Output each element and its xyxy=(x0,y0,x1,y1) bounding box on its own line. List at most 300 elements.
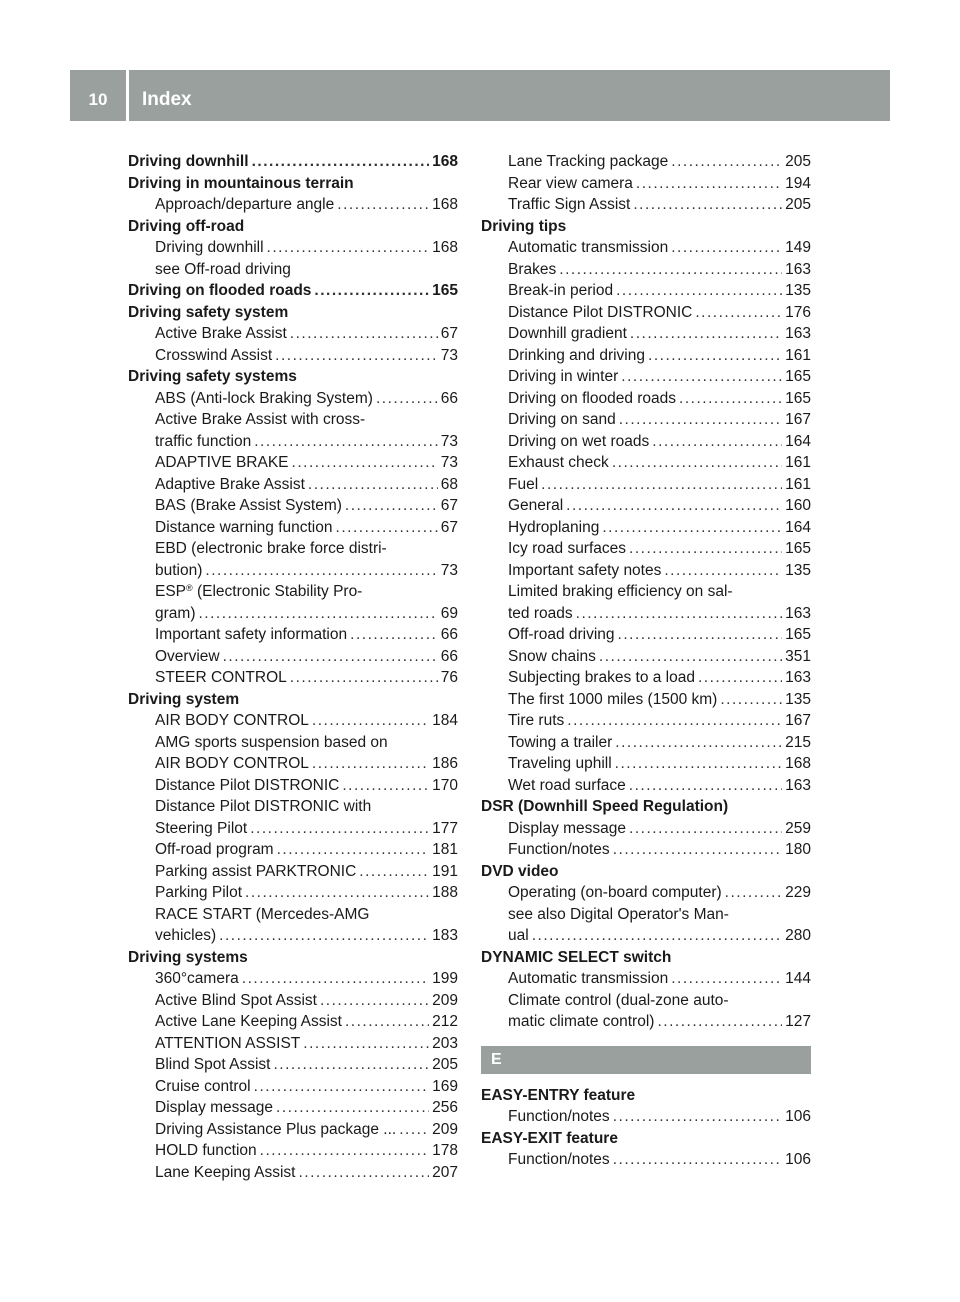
page-reference: 205 xyxy=(432,1056,458,1073)
page-reference: 180 xyxy=(785,841,811,858)
entry-text xyxy=(508,882,722,904)
page-reference: 165 xyxy=(785,540,811,557)
page-reference: 351 xyxy=(785,647,811,665)
dot-leader xyxy=(292,452,438,474)
index-subentry xyxy=(128,882,458,904)
entry-label: Operating (on-board computer) xyxy=(508,884,722,901)
entry-text xyxy=(155,839,274,861)
index-subentry xyxy=(128,861,458,883)
dot-leader xyxy=(602,517,782,539)
entry-label: AIR BODY CONTROL xyxy=(155,712,309,729)
entry-label: see Off-road driving xyxy=(155,260,291,278)
page-reference: 256 xyxy=(432,1099,458,1116)
page-reference: 163 xyxy=(785,776,811,794)
entry-text xyxy=(508,323,627,345)
index-subentry xyxy=(481,624,811,646)
page-reference: 164 xyxy=(785,518,811,536)
entry-label: EASY-EXIT feature xyxy=(481,1129,618,1147)
entry-label: ual xyxy=(508,927,529,944)
entry-text xyxy=(508,173,633,195)
dot-leader xyxy=(629,775,782,797)
entry-label: Lane Tracking package xyxy=(508,153,669,170)
dot-leader xyxy=(695,302,782,324)
entry-label: EBD (electronic brake force distri- xyxy=(155,540,387,557)
index-entry-heading xyxy=(128,280,458,302)
entry-label: DYNAMIC SELECT switch xyxy=(481,948,672,966)
page-reference: 167 xyxy=(785,411,811,428)
index-subentry xyxy=(128,323,458,345)
entry-label: Limited braking efficiency on sal- xyxy=(508,583,733,600)
dot-leader xyxy=(342,775,429,797)
entry-text xyxy=(155,237,264,259)
dot-leader xyxy=(636,173,782,195)
dot-leader xyxy=(198,603,437,625)
page-reference: 69 xyxy=(440,604,458,622)
index-column-right xyxy=(481,151,811,1171)
entry-label: Automatic transmission xyxy=(508,239,669,256)
entry-label: RACE START (Mercedes-AMG xyxy=(155,905,370,923)
dot-leader xyxy=(671,151,782,173)
index-subentry xyxy=(128,345,458,367)
page-title: Index xyxy=(142,89,192,110)
entry-text xyxy=(155,990,317,1012)
page-reference: 160 xyxy=(785,497,811,514)
entry-label: Driving on wet roads xyxy=(508,432,650,450)
dot-leader xyxy=(303,1033,429,1055)
index-entry-heading xyxy=(481,1085,811,1107)
entry-label: Subjecting brakes to a load xyxy=(508,669,695,686)
entry-label: Parking Pilot xyxy=(155,884,243,901)
dot-leader xyxy=(541,474,782,496)
page-reference: 188 xyxy=(432,884,458,901)
entry-text xyxy=(508,906,729,923)
page-reference: 68 xyxy=(440,475,458,493)
dot-leader xyxy=(250,818,429,840)
entry-text xyxy=(155,1054,270,1076)
entry-text xyxy=(155,452,289,474)
dot-leader xyxy=(619,409,782,431)
dot-leader xyxy=(350,624,438,646)
entry-label: Function/notes xyxy=(508,841,610,858)
dot-leader xyxy=(566,495,782,517)
entry-text xyxy=(508,689,717,711)
dot-leader xyxy=(532,925,782,947)
entry-text xyxy=(481,1087,635,1104)
index-subentry xyxy=(128,237,458,259)
index-subentry xyxy=(128,710,458,732)
page-reference: 168 xyxy=(432,239,458,256)
index-subentry xyxy=(481,560,811,582)
dot-leader xyxy=(337,194,429,216)
page-reference: 183 xyxy=(432,927,458,944)
entry-text xyxy=(155,734,388,751)
entry-text xyxy=(508,583,733,600)
index-subentry xyxy=(481,753,811,775)
entry-label: ted roads xyxy=(508,604,573,622)
entry-label: Steering Pilot xyxy=(155,819,248,837)
dot-leader xyxy=(679,388,782,410)
entry-label: HOLD function xyxy=(155,1142,257,1159)
registered-mark: ® xyxy=(186,583,193,593)
entry-label: Driving in winter xyxy=(508,368,619,385)
entry-text xyxy=(155,517,333,539)
dot-leader xyxy=(376,388,438,410)
index-subentry xyxy=(481,495,811,517)
entry-text xyxy=(508,775,626,797)
index-subentry xyxy=(128,259,458,281)
entry-label: gram) xyxy=(155,604,196,622)
page-reference: 164 xyxy=(785,432,811,450)
entry-label: Driving safety system xyxy=(128,303,289,321)
index-subentry xyxy=(481,259,811,281)
entry-text xyxy=(508,409,616,431)
entry-label: Driving on sand xyxy=(508,411,616,428)
index-entry-heading xyxy=(481,216,811,238)
page-reference: 168 xyxy=(785,755,811,772)
dot-leader xyxy=(298,1162,429,1184)
page-reference: 163 xyxy=(785,604,811,622)
entry-text xyxy=(508,732,612,754)
entry-text xyxy=(508,560,661,582)
dot-leader xyxy=(618,624,783,646)
index-subentry xyxy=(481,388,811,410)
entry-text xyxy=(128,151,249,173)
entry-text xyxy=(155,583,362,600)
entry-text xyxy=(155,603,195,625)
dot-leader xyxy=(621,366,782,388)
dot-leader xyxy=(612,452,782,474)
page-reference: 135 xyxy=(785,690,811,708)
entry-text xyxy=(155,646,220,668)
index-subentry xyxy=(128,560,458,582)
entry-label: EASY-ENTRY feature xyxy=(481,1086,636,1104)
page-header xyxy=(70,70,890,121)
entry-text xyxy=(155,968,239,990)
entry-label: General xyxy=(508,497,564,514)
entry-text xyxy=(155,775,339,797)
entry-text xyxy=(508,968,668,990)
entry-text xyxy=(155,411,365,428)
page-reference: 209 xyxy=(432,1120,458,1138)
entry-label: Overview xyxy=(155,647,220,665)
entry-label: Off-road driving xyxy=(508,626,615,643)
index-subentry xyxy=(128,732,458,754)
entry-label: 360°camera xyxy=(155,970,239,987)
entry-text xyxy=(508,624,615,646)
dot-leader xyxy=(671,968,782,990)
dot-leader xyxy=(312,753,429,775)
entry-text xyxy=(155,798,371,815)
entry-label: Active Blind Spot Assist xyxy=(155,991,317,1009)
entry-text xyxy=(508,237,668,259)
index-entry-heading xyxy=(128,302,458,324)
index-subentry xyxy=(128,194,458,216)
entry-label: Driving tips xyxy=(481,217,567,235)
entry-label: bution) xyxy=(155,561,203,579)
entry-text xyxy=(508,388,676,410)
entry-label: Parking assist PARKTRONIC xyxy=(155,862,357,880)
dot-leader xyxy=(613,839,782,861)
index-subentry xyxy=(128,1140,458,1162)
index-subentry xyxy=(128,753,458,775)
entry-label: Driving system xyxy=(128,690,240,708)
dot-leader xyxy=(664,560,782,582)
index-subentry xyxy=(481,646,811,668)
page-reference: 181 xyxy=(432,841,458,858)
entry-label: Automatic transmission xyxy=(508,970,669,987)
entry-label: DSR (Downhill Speed Regulation) xyxy=(481,798,729,815)
index-subentry xyxy=(481,538,811,560)
index-subentry xyxy=(481,1011,811,1033)
dot-leader xyxy=(599,646,782,668)
index-subentry xyxy=(128,495,458,517)
dot-leader xyxy=(245,882,429,904)
page-reference: 178 xyxy=(432,1142,458,1159)
entry-text xyxy=(508,495,563,517)
index-subentry xyxy=(128,1054,458,1076)
index-entry-heading xyxy=(128,173,458,195)
entry-text xyxy=(508,667,695,689)
entry-text xyxy=(481,798,728,815)
dot-leader xyxy=(254,1076,430,1098)
entry-label: Climate control (dual-zone auto- xyxy=(508,991,729,1009)
index-subentry xyxy=(128,409,458,431)
entry-label: Exhaust check xyxy=(508,454,609,471)
entry-text xyxy=(155,906,369,923)
entry-text xyxy=(508,1011,654,1033)
entry-label: Driving in mountainous terrain xyxy=(128,174,354,192)
entry-text xyxy=(155,474,305,496)
index-subentry xyxy=(481,1106,811,1128)
page-reference: 205 xyxy=(785,196,811,213)
dot-leader xyxy=(629,818,782,840)
page-reference: 259 xyxy=(785,819,811,837)
entry-text xyxy=(128,949,248,966)
entry-text xyxy=(508,1106,610,1128)
page-reference: 169 xyxy=(432,1077,458,1095)
entry-text xyxy=(481,1130,618,1147)
entry-text xyxy=(155,624,347,646)
index-entry-heading xyxy=(481,861,811,883)
entry-label: Lane Keeping Assist xyxy=(155,1163,296,1181)
index-subentry xyxy=(128,603,458,625)
page-reference: 186 xyxy=(432,755,458,772)
dot-leader xyxy=(616,280,782,302)
entry-label: Blind Spot Assist xyxy=(155,1056,271,1073)
index-subentry xyxy=(481,323,811,345)
entry-text xyxy=(155,1076,251,1098)
index-subentry xyxy=(128,624,458,646)
index-entry-heading xyxy=(128,689,458,711)
dot-leader xyxy=(260,1140,429,1162)
entry-text xyxy=(128,280,311,302)
entry-text xyxy=(508,259,556,281)
index-subentry xyxy=(128,1033,458,1055)
entry-text xyxy=(155,345,272,367)
index-entry-heading xyxy=(128,947,458,969)
entry-label: DVD video xyxy=(481,862,559,880)
index-subentry xyxy=(481,904,811,926)
page-reference: 73 xyxy=(440,561,458,579)
index-subentry xyxy=(481,517,811,539)
index-subentry xyxy=(128,796,458,818)
page-reference: 135 xyxy=(785,561,811,579)
dot-leader xyxy=(567,710,782,732)
index-subentry xyxy=(128,925,458,947)
entry-text xyxy=(155,861,356,883)
entry-text xyxy=(128,218,244,235)
dot-leader xyxy=(252,151,430,173)
page-reference: 168 xyxy=(432,153,458,170)
index-subentry xyxy=(128,1011,458,1033)
page-reference: 66 xyxy=(440,389,458,407)
entry-label: Cruise control xyxy=(155,1077,251,1095)
entry-text xyxy=(508,452,609,474)
page-reference: 106 xyxy=(785,1108,811,1125)
page-reference: 67 xyxy=(440,325,458,342)
dot-leader xyxy=(219,925,429,947)
page-reference: 106 xyxy=(785,1151,811,1168)
dot-leader xyxy=(652,431,782,453)
entry-text xyxy=(508,992,729,1009)
dot-leader xyxy=(277,839,430,861)
index-subentry xyxy=(481,990,811,1012)
dot-leader xyxy=(290,323,438,345)
entry-text xyxy=(155,1140,257,1162)
dot-leader xyxy=(273,1054,429,1076)
page-reference: 149 xyxy=(785,239,811,256)
page-reference: 67 xyxy=(440,497,458,514)
page-reference: 161 xyxy=(785,346,811,364)
page-reference: 194 xyxy=(785,174,811,192)
entry-label: Towing a trailer xyxy=(508,733,613,751)
entry-text xyxy=(508,517,599,539)
page-reference: 163 xyxy=(785,325,811,342)
entry-label: Brakes xyxy=(508,260,557,278)
index-subentry xyxy=(481,237,811,259)
page-reference: 209 xyxy=(432,991,458,1009)
dot-leader xyxy=(267,237,430,259)
dot-leader xyxy=(671,237,782,259)
entry-text xyxy=(508,710,564,732)
dot-leader xyxy=(633,194,782,216)
entry-label: Wet road surface xyxy=(508,776,626,794)
page-reference: 199 xyxy=(432,970,458,987)
entry-text xyxy=(508,302,692,324)
entry-text xyxy=(508,345,645,367)
dot-leader xyxy=(630,323,782,345)
entry-text xyxy=(155,1011,342,1033)
entry-text xyxy=(508,646,596,668)
index-subentry xyxy=(128,667,458,689)
index-subentry xyxy=(481,667,811,689)
entry-text xyxy=(155,1119,396,1141)
page-reference: 176 xyxy=(785,303,811,321)
entry-label: Distance Pilot DISTRONIC with xyxy=(155,798,372,815)
entry-label: ABS (Anti-lock Braking System) xyxy=(155,389,373,407)
entry-label: Distance Pilot DISTRONIC xyxy=(155,776,340,794)
index-subentry xyxy=(128,775,458,797)
entry-text xyxy=(155,818,247,840)
entry-text xyxy=(155,540,387,557)
index-subentry xyxy=(481,775,811,797)
index-subentry xyxy=(481,302,811,324)
entry-label: AMG sports suspension based on xyxy=(155,733,388,751)
page-reference: 163 xyxy=(785,669,811,686)
index-subentry xyxy=(128,388,458,410)
entry-label: Distance warning function xyxy=(155,518,333,536)
index-subentry xyxy=(128,818,458,840)
index-subentry xyxy=(128,1119,458,1141)
entry-text xyxy=(155,710,309,732)
entry-text xyxy=(128,368,297,385)
entry-text xyxy=(508,474,538,496)
page-reference: 73 xyxy=(440,454,458,471)
index-subentry xyxy=(481,925,811,947)
index-subentry xyxy=(128,1097,458,1119)
entry-text xyxy=(155,1097,273,1119)
entry-text xyxy=(508,603,573,625)
entry-label: Driving Assistance Plus package ... xyxy=(155,1120,397,1138)
index-subentry xyxy=(128,990,458,1012)
index-subentry xyxy=(128,839,458,861)
entry-label: ATTENTION ASSIST xyxy=(155,1034,301,1052)
page-number: 10 xyxy=(88,90,108,109)
dot-leader xyxy=(657,1011,782,1033)
dot-leader xyxy=(720,689,782,711)
entry-label: Function/notes xyxy=(508,1151,610,1168)
index-entry-heading xyxy=(481,796,811,818)
page-reference: 66 xyxy=(440,647,458,665)
page-reference: 165 xyxy=(432,282,458,299)
entry-label: Break-in period xyxy=(508,282,614,299)
page-reference: 167 xyxy=(785,712,811,729)
index-subentry xyxy=(481,194,811,216)
dot-leader xyxy=(559,259,782,281)
page-reference: 165 xyxy=(785,389,811,407)
entry-label: Off-road program xyxy=(155,841,274,858)
index-subentry xyxy=(481,689,811,711)
page-reference: 229 xyxy=(785,884,811,901)
entry-label: STEER CONTROL xyxy=(155,669,287,686)
index-subentry xyxy=(128,581,458,603)
index-subentry xyxy=(128,452,458,474)
page-reference: 161 xyxy=(785,475,811,493)
entry-label: vehicles) xyxy=(155,927,217,944)
entry-label: Driving downhill xyxy=(155,239,264,256)
entry-label: Downhill gradient xyxy=(508,325,627,342)
entry-label: Crosswind Assist xyxy=(155,346,273,364)
entry-text xyxy=(155,495,342,517)
entry-text xyxy=(508,151,668,173)
entry-text xyxy=(508,280,613,302)
entry-label: Tire ruts xyxy=(508,712,565,729)
entry-label: Driving off-road xyxy=(128,217,245,235)
dot-leader xyxy=(254,431,438,453)
entry-text xyxy=(508,818,626,840)
entry-label: Hydroplaning xyxy=(508,518,600,536)
page-reference: 161 xyxy=(785,454,811,471)
entry-label: ADAPTIVE BRAKE xyxy=(155,454,289,471)
page-reference: 66 xyxy=(440,626,458,643)
page-reference: 67 xyxy=(440,518,458,536)
dot-leader xyxy=(336,517,438,539)
entry-text xyxy=(155,1162,295,1184)
entry-text xyxy=(155,194,334,216)
entry-label: Fuel xyxy=(508,475,539,493)
index-subentry xyxy=(481,151,811,173)
dot-leader xyxy=(359,861,429,883)
